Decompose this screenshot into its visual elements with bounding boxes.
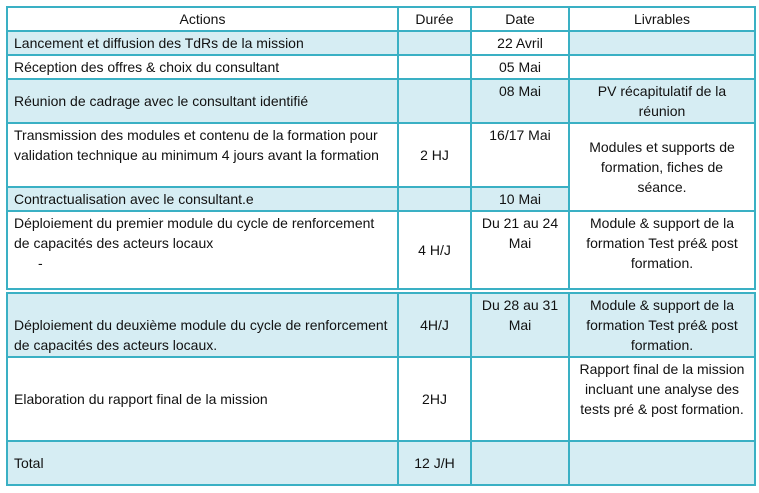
header-duree: Durée: [398, 7, 471, 31]
table-row: [7, 211, 755, 289]
table-row: [7, 357, 755, 441]
duree-cell: 4H/J: [398, 293, 471, 357]
date-cell: Du 21 au 24 Mai: [471, 211, 569, 289]
date-cell: 05 Mai: [471, 55, 569, 79]
header-livrables: Livrables: [569, 7, 755, 31]
action-dash: -: [38, 255, 43, 271]
date-cell: Du 28 au 31 Mai: [471, 293, 569, 357]
duree-cell: 2HJ: [398, 357, 471, 441]
duree-cell: [398, 79, 471, 123]
duree-cell: [398, 31, 471, 55]
action-cell: Contractualisation avec le consultant.e: [7, 187, 398, 211]
action-cell: [7, 211, 398, 289]
date-cell: 22 Avril: [471, 31, 569, 55]
action-text: Déploiement du premier module du cycle de renforcement de capacités des acteurs locaux: [14, 215, 375, 251]
action-cell: Déploiement du deuxième module du cycle de renforcement de capacités des acteurs locaux.: [7, 293, 398, 357]
livrable-cell: Rapport final de la mission incluant une analyse des tests pré & post formation.: [569, 357, 755, 441]
duree-cell: 4 H/J: [398, 211, 471, 289]
duree-cell: [398, 55, 471, 79]
total-row: [7, 441, 755, 485]
header-row: [7, 7, 755, 31]
header-date: Date: [471, 7, 569, 31]
date-cell: 10 Mai: [471, 187, 569, 211]
table-row: [7, 31, 755, 55]
livrable-cell: Module & support de la formation Test pré& post formation.: [569, 211, 755, 289]
total-label: Total: [7, 441, 398, 485]
table-row: [7, 123, 755, 187]
livrable-cell: PV récapitulatif de la réunion: [569, 79, 755, 123]
date-cell: 16/17 Mai: [471, 123, 569, 187]
livrable-cell: Modules et supports de formation, fiches de séance.: [569, 123, 755, 211]
action-cell: Réunion de cadrage avec le consultant identifié: [7, 79, 398, 123]
livrable-cell: [569, 441, 755, 485]
duree-cell: 2 HJ: [398, 123, 471, 187]
duree-cell: [398, 187, 471, 211]
action-cell: Lancement et diffusion des TdRs de la mission: [7, 31, 398, 55]
table-row: [7, 55, 755, 79]
date-cell: 08 Mai: [471, 79, 569, 123]
table-row: [7, 79, 755, 123]
total-duree: 12 J/H: [398, 441, 471, 485]
action-cell: Elaboration du rapport final de la mission: [7, 357, 398, 441]
action-cell: Transmission des modules et contenu de la formation pour validation technique au minimum 4 jours avant la formation: [7, 123, 398, 187]
date-cell: [471, 357, 569, 441]
livrable-cell: Module & support de la formation Test pré& post formation.: [569, 293, 755, 357]
header-actions: Actions: [7, 7, 398, 31]
table-row: [7, 293, 755, 357]
planning-table: [6, 6, 756, 486]
livrable-cell: [569, 31, 755, 55]
livrable-cell: [569, 55, 755, 79]
date-cell: [471, 441, 569, 485]
action-cell: Réception des offres & choix du consultant: [7, 55, 398, 79]
